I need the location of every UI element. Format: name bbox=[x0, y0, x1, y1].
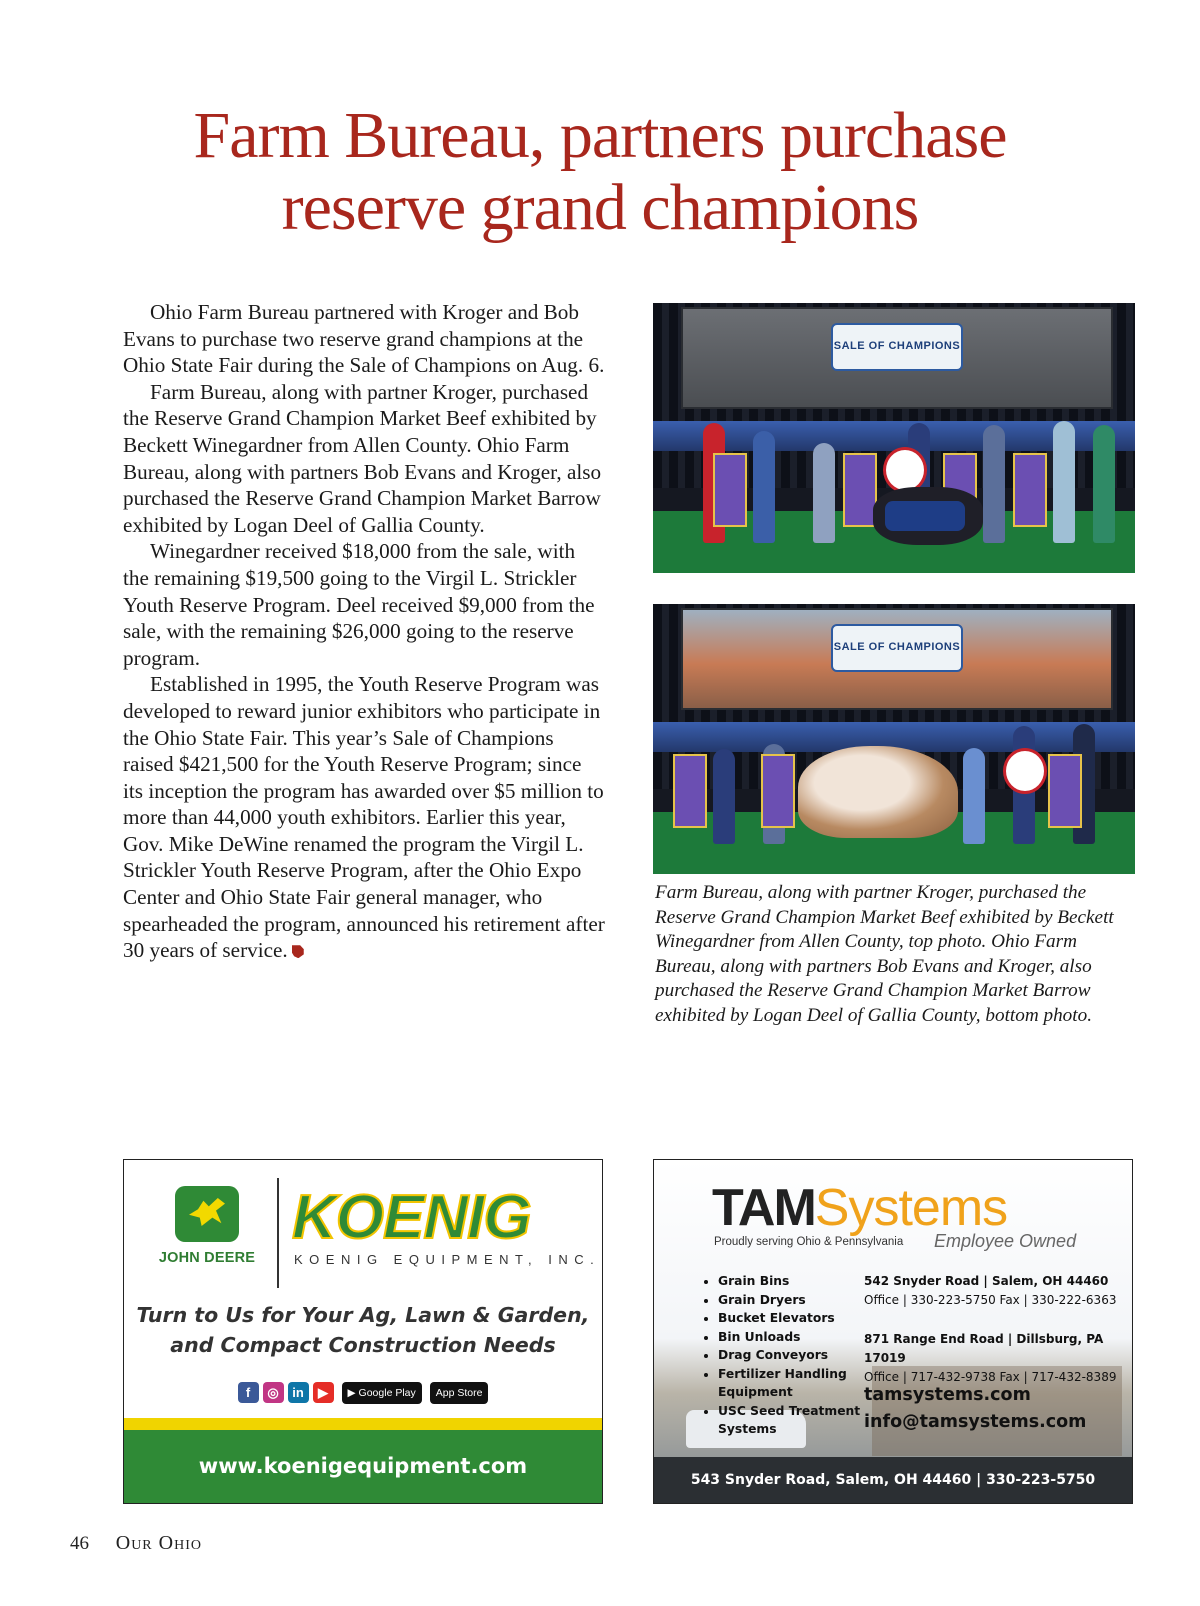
page-number: 46 bbox=[70, 1533, 89, 1554]
champion-banner bbox=[1013, 453, 1047, 527]
google-play-badge[interactable]: ▶ Google Play bbox=[342, 1382, 422, 1404]
tam-ohio-location bbox=[864, 1272, 1116, 1310]
koenig-subtitle: KOENIG EQUIPMENT, INC. bbox=[294, 1252, 601, 1267]
headline-line-2: reserve grand champions bbox=[281, 171, 919, 244]
instagram-icon[interactable]: ◎ bbox=[263, 1382, 284, 1403]
deer-logo-icon bbox=[175, 1186, 239, 1242]
magazine-name: Our Ohio bbox=[115, 1532, 202, 1554]
champion-banner bbox=[761, 754, 795, 828]
tam-systems-logo bbox=[712, 1178, 1007, 1238]
tam-pa-location bbox=[864, 1330, 1132, 1387]
list-item: • Bin Unloads bbox=[718, 1328, 878, 1347]
list-item: • Grain Bins bbox=[718, 1272, 878, 1291]
yellow-stripe bbox=[124, 1418, 602, 1430]
person bbox=[713, 749, 735, 844]
article-paragraph bbox=[123, 671, 605, 964]
facebook-icon[interactable]: f bbox=[238, 1382, 259, 1403]
champion-banner bbox=[1048, 754, 1082, 828]
photo-market-beef bbox=[653, 303, 1135, 573]
tam-website-link[interactable]: tamsystems.com bbox=[864, 1385, 1031, 1405]
champion-banner bbox=[713, 453, 747, 527]
photo-caption: Farm Bureau, along with partner Kroger, purchased the Reserve Grand Champion Market Beef exhibited by Beckett Winegardner from Allen County, top photo. Ohio Farm Bureau, along with partners Bob Evans and Kroger, also purchased the Reserve Grand Champion Market Barrow exhibited by Logan Deel of Gallia County, bottom photo. bbox=[655, 882, 1114, 1026]
google-play-label: Google Play bbox=[358, 1387, 416, 1399]
person bbox=[753, 431, 775, 543]
article-body bbox=[123, 299, 605, 964]
tam-service-area: Proudly serving Ohio & Pennsylvania bbox=[714, 1236, 904, 1248]
tam-email-link[interactable]: info@tamsystems.com bbox=[864, 1412, 1087, 1432]
person bbox=[1053, 421, 1075, 543]
app-store-label: App Store bbox=[435, 1387, 483, 1399]
person bbox=[963, 748, 985, 844]
photo-screen bbox=[681, 307, 1113, 409]
koenig-tagline-1: Turn to Us for Your Ag, Lawn & Garden, bbox=[136, 1303, 590, 1327]
photo-market-barrow bbox=[653, 604, 1135, 874]
tam-phone-ohio: Office | 330-223-5750 Fax | 330-222-6363 bbox=[864, 1293, 1117, 1307]
article-paragraph: Farm Bureau, along with partner Kroger, purchased the Reserve Grand Champion Market Beef exhibited by Beckett Winegardner from Allen County. Ohio Farm Bureau, along with partners Bob Evans and Kroger, also purchased the Reserve Grand Champion Market Barrow exhibited by Logan Deel of Gallia County. bbox=[123, 379, 602, 537]
list-item: • Drag Conveyors bbox=[718, 1346, 878, 1365]
john-deere-logo bbox=[148, 1186, 266, 1266]
headline-line-1: Farm Bureau, partners purchase bbox=[193, 99, 1007, 172]
list-item: • Fertilizer Handling Equipment bbox=[718, 1365, 878, 1402]
koenig-url-link[interactable]: www.koenigequipment.com bbox=[198, 1454, 528, 1478]
headline bbox=[110, 100, 1090, 244]
farm-bureau-sign-icon bbox=[1003, 748, 1047, 794]
screen-banner-text: SALE OF CHAMPIONS bbox=[833, 340, 961, 352]
tam-employee-owned: Employee Owned bbox=[934, 1231, 1077, 1251]
john-deere-wordmark: JOHN DEERE bbox=[158, 1250, 256, 1266]
person bbox=[983, 425, 1005, 543]
koenig-tagline bbox=[124, 1300, 602, 1360]
tam-systems-ad[interactable] bbox=[653, 1159, 1133, 1504]
linkedin-icon[interactable]: in bbox=[288, 1382, 309, 1403]
social-row bbox=[124, 1382, 602, 1404]
list-item: • USC Seed Treatment Systems bbox=[718, 1402, 878, 1439]
article-paragraph: Ohio Farm Bureau partnered with Kroger and Bob Evans to purchase two reserve grand champions at the Ohio State Fair during the Sale of Champions on Aug. 6. bbox=[123, 300, 605, 378]
tam-phone-pa: Office | 717-432-9738 Fax | 717-432-8389 bbox=[864, 1370, 1117, 1384]
list-item: • Bucket Elevators bbox=[718, 1309, 878, 1328]
tam-footer-bar: 543 Snyder Road, Salem, OH 44460 | 330-223-5750 bbox=[654, 1457, 1132, 1503]
koenig-wordmark: KOENIG bbox=[292, 1183, 531, 1252]
tam-logo-part: TAM bbox=[712, 1179, 815, 1237]
animal-blanket bbox=[885, 501, 965, 531]
tam-web-contacts bbox=[864, 1382, 1086, 1436]
person bbox=[1093, 425, 1115, 543]
deer-shape-icon bbox=[189, 1198, 225, 1226]
systems-logo-part: Systems bbox=[814, 1179, 1008, 1237]
person bbox=[813, 443, 835, 543]
ohio-end-mark-icon bbox=[292, 945, 304, 958]
screen-banner-text: SALE OF CHAMPIONS bbox=[833, 641, 961, 653]
list-item: • Grain Dryers bbox=[718, 1291, 878, 1310]
app-store-badge[interactable] bbox=[430, 1382, 489, 1404]
page-folio bbox=[70, 1532, 202, 1555]
tam-address-ohio: 542 Snyder Road | Salem, OH 44460 bbox=[864, 1274, 1109, 1288]
photo-screen bbox=[681, 608, 1113, 710]
koenig-tagline-2: and Compact Construction Needs bbox=[170, 1333, 556, 1357]
youtube-icon[interactable]: ▶ bbox=[313, 1382, 334, 1403]
logo-divider bbox=[277, 1178, 279, 1288]
tam-address-pa: 871 Range End Road | Dillsburg, PA 17019 bbox=[864, 1332, 1104, 1365]
article-paragraph: Winegardner received $18,000 from the sale, with the remaining $19,500 going to the Virgil L. Strickler Youth Reserve Program. Deel received $9,000 from the sale, with the remaining $26,000 going to the reserve program. bbox=[123, 539, 595, 670]
market-beef-steer bbox=[798, 746, 958, 838]
koenig-ad[interactable] bbox=[123, 1159, 603, 1504]
champion-banner bbox=[673, 754, 707, 828]
article-paragraph-text: Established in 1995, the Youth Reserve Program was developed to reward junior exhibitors who participate in the Ohio State Fair. This year’s Sale of Champions raised $421,500 for the Youth Reserve Program; since its inception the program has awarded over $5 million to more than 44,000 youth exhibitors. Earlier this year, Gov. Mike DeWine renamed the program the Virgil L. Strickler Youth Reserve Program, after the Ohio Expo Center and Ohio State Fair general manager, who spearheaded the program, announced his retirement after 30 years of service. bbox=[123, 672, 605, 963]
champion-banner bbox=[843, 453, 877, 527]
tam-services-list bbox=[696, 1272, 878, 1439]
screen-banner bbox=[831, 323, 963, 371]
screen-banner bbox=[831, 624, 963, 672]
